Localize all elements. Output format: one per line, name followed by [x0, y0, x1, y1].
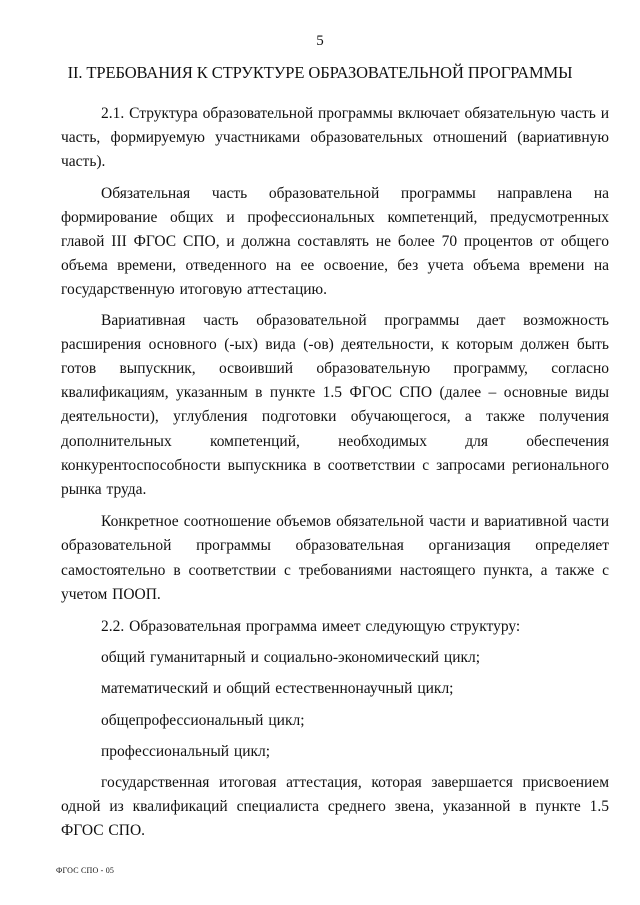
structure-item-final-attestation: государственная итоговая аттестация, которая завершается присвоением одной из квалификаций специалиста среднего звена, указанной в пункте 1.5 ФГОС СПО. [61, 774, 609, 840]
structure-item-general-professional: общепрофессиональный цикл; [101, 711, 305, 729]
document-body [61, 102, 609, 844]
paragraph-variable-part: Вариативная часть образовательной программы дает возможность расширения основного (-ых) вида (-ов) деятельности, к которым должен быть готов выпускник, освоивший образовательную программу, согласно квалификациям, указанным в пункте 1.5 ФГОС СПО (далее – основные виды деятельности), углубления подготовки обучающегося, а также получения дополнительных компетенций, необходимых для обеспечения конкурентоспособности выпускника в соответствии с запросами регионального рынка труда. [61, 311, 609, 499]
structure-item-math-science: математический и общий естественнонаучный цикл; [101, 680, 454, 698]
paragraph-2-2: 2.2. Образовательная программа имеет следующую структуру: [101, 618, 521, 636]
structure-item-humanities: общий гуманитарный и социально-экономический цикл; [101, 649, 481, 667]
structure-item-professional: профессиональный цикл; [101, 742, 271, 760]
page-number: 5 [316, 33, 324, 49]
section-heading: II. ТРЕБОВАНИЯ К СТРУКТУРЕ ОБРАЗОВАТЕЛЬНОЙ ПРОГРАММЫ [67, 63, 573, 82]
page-footer: ФГОС СПО - 05 [56, 866, 115, 875]
paragraph-2-1: 2.1. Структура образовательной программы включает обязательную часть и часть, формируемую участниками образовательных отношений (вариативную часть). [61, 105, 609, 171]
paragraph-mandatory-part: Обязательная часть образовательной программы направлена на формирование общих и профессиональных компетенций, предусмотренных главой III ФГОС СПО, и должна составлять не более 70 процентов от общего объема времени, отведенного на ее освоение, без учета объема времени на государственную итоговую аттестацию. [61, 184, 609, 299]
paragraph-ratio: Конкретное соотношение объемов обязательной части и вариативной части образовательной программы образовательная организация определяет самостоятельно в соответствии с требованиями настоящего пункта, а также с учетом ПООП. [61, 513, 609, 603]
